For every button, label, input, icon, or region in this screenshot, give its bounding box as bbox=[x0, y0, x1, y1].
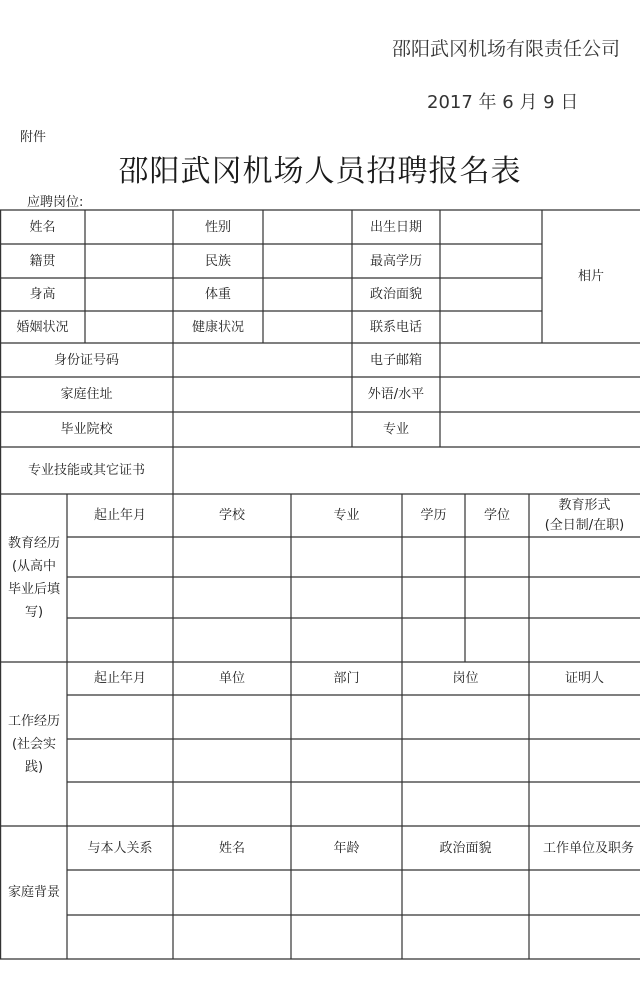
work-section-label: 工作经历(社会实践) bbox=[7, 713, 60, 775]
education-level-field[interactable] bbox=[440, 244, 542, 278]
phone-field[interactable] bbox=[440, 311, 542, 343]
family-header-political-status: 政治面貌 bbox=[439, 840, 492, 856]
id-number-label: 身份证号码 bbox=[53, 352, 119, 368]
company-name: 邵阳武冈机场有限责任公司 bbox=[391, 38, 620, 60]
major-label: 专业 bbox=[382, 422, 409, 437]
email-field[interactable] bbox=[440, 343, 640, 377]
email-label: 电子邮箱 bbox=[369, 352, 422, 368]
health-field[interactable] bbox=[263, 311, 352, 343]
weight-label: 体重 bbox=[204, 287, 231, 302]
work-header-employer: 单位 bbox=[218, 671, 245, 686]
native-place-label: 籍贯 bbox=[29, 253, 56, 269]
issue-date: 2017 年 6 月 9 日 bbox=[427, 92, 579, 113]
family-header-name: 姓名 bbox=[218, 840, 245, 856]
marital-status-field[interactable] bbox=[85, 311, 173, 343]
ethnicity-label: 民族 bbox=[204, 253, 231, 269]
form-title: 邵阳武冈机场人员招聘报名表 bbox=[118, 154, 522, 189]
edu-header-mode bbox=[529, 494, 640, 537]
work-header-department: 部门 bbox=[333, 671, 360, 686]
address-field[interactable] bbox=[173, 377, 352, 412]
edu-header-mode-line1: 教育形式 bbox=[558, 497, 611, 513]
work-header-period: 起止年月 bbox=[93, 671, 146, 686]
id-number-field[interactable] bbox=[173, 343, 352, 377]
native-place-field[interactable] bbox=[85, 244, 173, 278]
edu-header-major: 专业 bbox=[333, 508, 360, 523]
family-header-employer: 工作单位及职务 bbox=[543, 840, 635, 856]
family-header-relation: 与本人关系 bbox=[87, 840, 153, 856]
position-label: 应聘岗位: bbox=[27, 195, 84, 210]
education-level-label: 最高学历 bbox=[369, 253, 422, 269]
name-label: 姓名 bbox=[29, 219, 56, 235]
gender-label: 性别 bbox=[204, 219, 231, 235]
skills-label: 专业技能或其它证书 bbox=[27, 463, 145, 478]
birth-date-label: 出生日期 bbox=[369, 219, 422, 235]
work-header-reference: 证明人 bbox=[564, 671, 604, 686]
health-label: 健康状况 bbox=[191, 319, 244, 335]
weight-field[interactable] bbox=[263, 278, 352, 311]
language-field[interactable] bbox=[440, 377, 640, 412]
phone-label: 联系电话 bbox=[369, 319, 422, 335]
family-section-label: 家庭背景 bbox=[7, 885, 60, 900]
photo-box[interactable]: 相片 bbox=[577, 269, 604, 284]
edu-header-period: 起止年月 bbox=[93, 508, 146, 523]
name-field[interactable] bbox=[85, 210, 173, 244]
attachment-label: 附件 bbox=[20, 130, 47, 145]
political-status-label: 政治面貌 bbox=[369, 287, 422, 302]
address-label: 家庭住址 bbox=[60, 387, 113, 402]
family-header-age: 年龄 bbox=[333, 840, 360, 856]
edu-header-mode-line2: (全日制/在职) bbox=[544, 517, 625, 533]
marital-status-label: 婚姻状况 bbox=[16, 319, 69, 335]
height-label: 身高 bbox=[29, 287, 56, 302]
edu-header-degree: 学位 bbox=[483, 508, 510, 523]
graduate-school-field[interactable] bbox=[173, 412, 352, 447]
education-section-label: 教育经历(从高中毕业后填写) bbox=[7, 536, 60, 620]
height-field[interactable] bbox=[85, 278, 173, 311]
graduate-school-label: 毕业院校 bbox=[60, 422, 113, 437]
major-field[interactable] bbox=[440, 412, 640, 447]
birth-date-field[interactable] bbox=[440, 210, 542, 244]
edu-header-school: 学校 bbox=[218, 508, 245, 523]
work-header-position: 岗位 bbox=[452, 671, 479, 686]
language-label: 外语/水平 bbox=[367, 387, 425, 402]
political-status-field[interactable] bbox=[440, 278, 542, 311]
skills-field[interactable] bbox=[173, 447, 640, 494]
edu-header-education: 学历 bbox=[420, 508, 447, 523]
gender-field[interactable] bbox=[263, 210, 352, 244]
ethnicity-field[interactable] bbox=[263, 244, 352, 278]
